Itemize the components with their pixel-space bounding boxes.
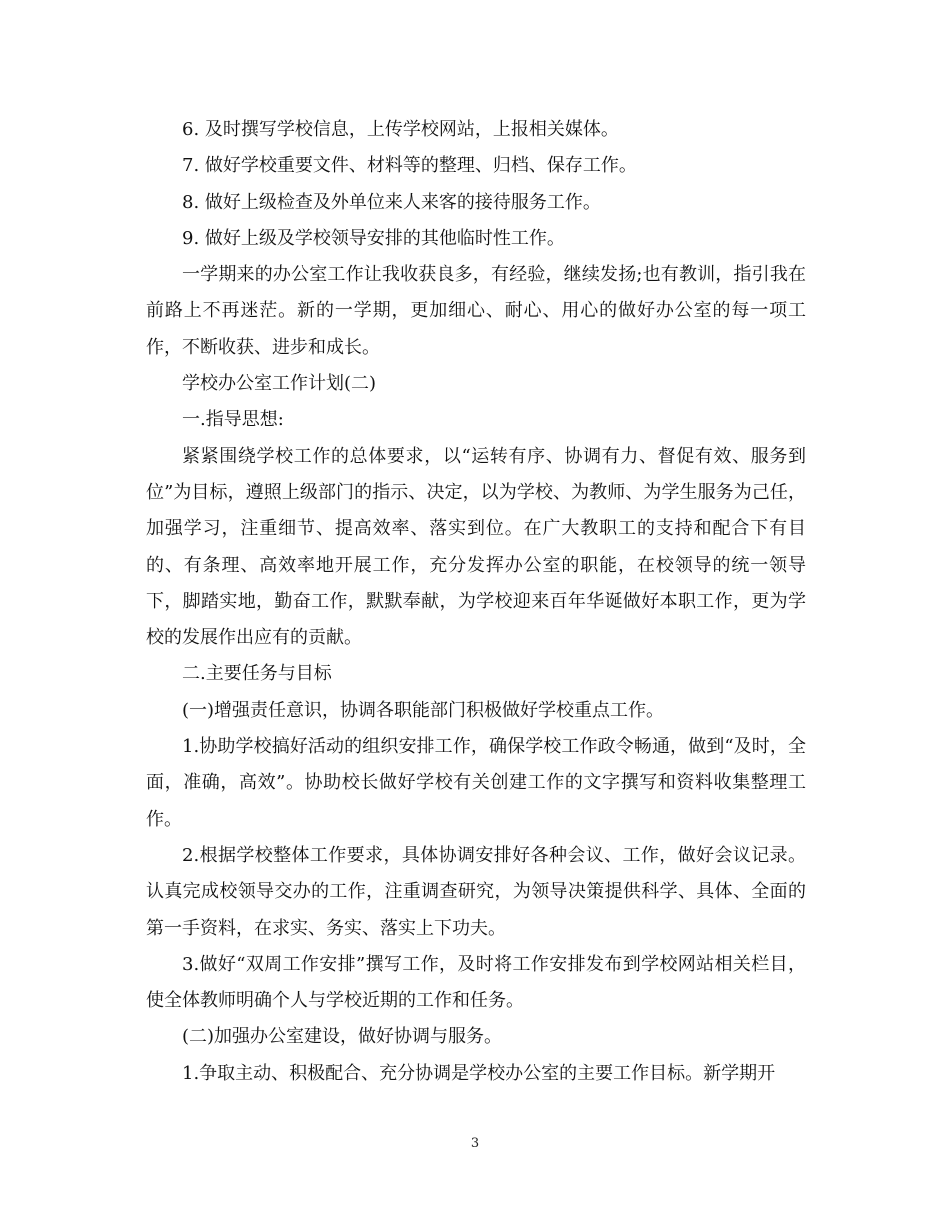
subheading-responsibility: (一)增强责任意识，协调各职能部门积极做好学校重点工作。 [182, 699, 665, 721]
section-title: 学校办公室工作计划(二) [182, 373, 377, 395]
paragraph-item-8: 8. 做好上级检查及外单位来人来客的接待服务工作。 [182, 191, 601, 213]
paragraph-item-9: 9. 做好上级及学校领导安排的其他临时性工作。 [182, 227, 565, 249]
paragraph-task-3: 3.做好“双周工作安排”撰写工作，及时将工作安排发布到学校网站相关栏目，使全体教师明确个人与学校近期的工作和任务。 [146, 953, 806, 1012]
page-number: 3 [470, 1136, 480, 1151]
paragraph-guiding-ideology: 紧紧围绕学校工作的总体要求，以“运转有序、协调有力、督促有效、服务到位”为目标，遵照上级部门的指示、决定，以为学校、为教师、为学生服务为己任，加强学习，注重细节、提高效率、落实到位。在广大教职工的支持和配合下有目的、有条理、高效率地开展工作，充分发挥办公室的职能，在校领导的统一领导下，脚踏实地，勤奋工作，默默奉献，为学校迎来百年华诞做好本职工作，更为学校的发展作出应有的贡献。 [146, 445, 806, 649]
document-body [146, 112, 806, 1092]
heading-guiding-ideology: 一.指导思想: [182, 409, 284, 431]
heading-main-tasks: 二.主要任务与目标 [182, 663, 332, 685]
subheading-office-building: (二)加强办公室建设，做好协调与服务。 [182, 1026, 503, 1048]
paragraph-office-task-1: 1.争取主动、积极配合、充分协调是学校办公室的主要工作目标。新学期开 [182, 1062, 776, 1084]
paragraph-task-1: 1.协助学校搞好活动的组织安排工作，确保学校工作政令畅通，做到“及时，全面，准确，高效”。协助校长做好学校有关创建工作的文字撰写和资料收集整理工作。 [146, 736, 806, 830]
paragraph-task-2: 2.根据学校整体工作要求，具体协调安排好各种会议、工作，做好会议记录。认真完成校领导交办的工作，注重调查研究，为领导决策提供科学、具体、全面的第一手资料，在求实、务实、落实上下功夫。 [146, 844, 806, 939]
paragraph-item-6: 6. 及时撰写学校信息，上传学校网站，上报相关媒体。 [182, 119, 619, 140]
paragraph-item-7: 7. 做好学校重要文件、材料等的整理、归档、保存工作。 [182, 155, 637, 177]
paragraph-summary: 一学期来的办公室工作让我收获良多，有经验，继续发扬;也有教训，指引我在前路上不再迷茫。新的一学期，更加细心、耐心、用心的做好办公室的每一项工作，不断收获、进步和成长。 [146, 264, 806, 358]
